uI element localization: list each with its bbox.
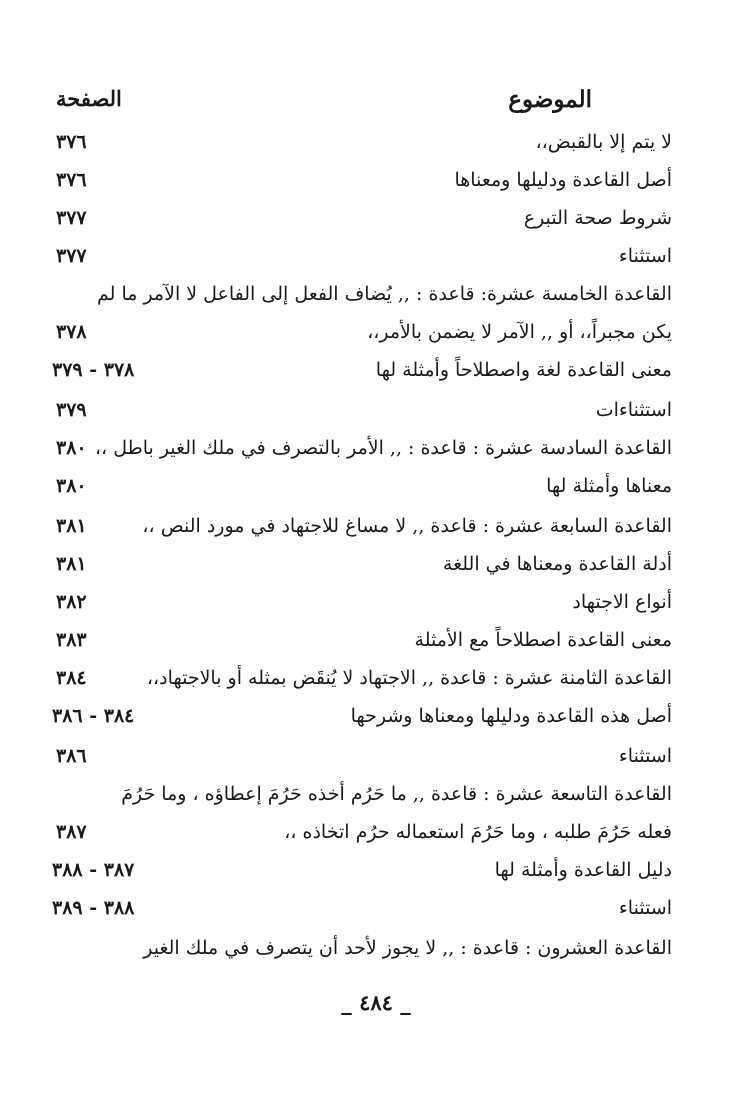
list-item bbox=[52, 738, 672, 774]
list-item bbox=[52, 238, 672, 274]
entry-page: ٣٧٦ bbox=[56, 131, 87, 153]
entry-title: القاعدة الثامنة عشرة : قاعدة ,, الاجتهاد لا يُنقَض بمثله أو بالاجتهاد،، bbox=[146, 667, 672, 689]
entry-page: ٣٧٨ - ٣٧٩ bbox=[52, 359, 135, 381]
entry-page: ٣٨٤ - ٣٨٦ bbox=[52, 705, 135, 727]
entry-page: ٣٧٩ bbox=[56, 399, 87, 421]
list-item bbox=[52, 930, 672, 966]
list-item bbox=[52, 430, 672, 466]
entry-page: ٣٧٧ bbox=[56, 245, 87, 267]
entry-title: القاعدة السادسة عشرة : قاعدة : ,, الأمر بالتصرف في ملك الغير باطل ،، bbox=[94, 437, 672, 459]
entry-page: ٣٨٧ - ٣٨٨ bbox=[52, 859, 135, 881]
list-item bbox=[52, 660, 672, 696]
list-item bbox=[52, 162, 672, 198]
entry-title: استثناء bbox=[618, 745, 672, 767]
list-item bbox=[52, 124, 672, 160]
entry-title: شروط صحة التبرع bbox=[523, 207, 672, 229]
list-item bbox=[52, 584, 672, 620]
list-item bbox=[52, 276, 672, 312]
entry-page: ٣٨٦ bbox=[56, 745, 87, 767]
list-item bbox=[52, 776, 672, 812]
entry-title: القاعدة التاسعة عشرة : قاعدة ,, ما حَرُم أخذه حَرُمَ إعطاؤه ، وما حَرُمَ bbox=[121, 783, 672, 805]
entry-page: ٣٧٦ bbox=[56, 169, 87, 191]
list-item bbox=[52, 392, 672, 428]
entry-page: ٣٨٣ bbox=[56, 629, 87, 651]
entry-page: ٣٨٢ bbox=[56, 591, 87, 613]
entry-page: ٣٨٤ bbox=[56, 667, 87, 689]
entry-title: معنى القاعدة اصطلاحاً مع الأمثلة bbox=[414, 629, 672, 651]
entry-title: القاعدة العشرون : قاعدة : ,, لا يجوز لأحد أن يتصرف في ملك الغير bbox=[143, 937, 672, 959]
page-number: _ ٤٨٤ _ bbox=[341, 990, 411, 1015]
list-item bbox=[52, 890, 672, 926]
list-item bbox=[52, 622, 672, 658]
entry-title: دليل القاعدة وأمثلة لها bbox=[494, 859, 672, 881]
list-item bbox=[52, 508, 672, 544]
entry-title: استثناء bbox=[618, 897, 672, 919]
entry-title: لا يتم إلا بالقبض،، bbox=[535, 131, 672, 153]
page-column-heading: الصفحة bbox=[56, 86, 122, 111]
entry-title: أصل هذه القاعدة ودليلها ومعناها وشرحها bbox=[350, 705, 672, 727]
entry-title: أصل القاعدة ودليلها ومعناها bbox=[454, 169, 672, 191]
entry-page: ٣٧٨ bbox=[56, 321, 87, 343]
entry-title: القاعدة الخامسة عشرة: قاعدة : ,, يُضاف الفعل إلى الفاعل لا الآمر ما لم bbox=[96, 283, 672, 305]
entry-title: أدلة القاعدة ومعناها في اللغة bbox=[442, 553, 672, 575]
entry-page: ٣٨١ bbox=[56, 553, 87, 575]
entry-title: معنى القاعدة لغة واصطلاحاً وأمثلة لها bbox=[375, 359, 672, 381]
entry-title: أنواع الاجتهاد bbox=[572, 591, 672, 613]
entry-title: معناها وأمثلة لها bbox=[546, 475, 672, 497]
list-item bbox=[52, 314, 672, 350]
table-header bbox=[56, 86, 670, 120]
entry-title: استثناء bbox=[618, 245, 672, 267]
entry-page: ٣٨٨ - ٣٨٩ bbox=[52, 897, 135, 919]
topic-column-heading: الموضوع bbox=[508, 86, 592, 113]
list-item bbox=[52, 546, 672, 582]
entry-page: ٣٨١ bbox=[56, 515, 87, 537]
entry-title: فعله حَرُمَ طلبه ، وما حَرُمَ استعماله حرُم اتخاذه ،، bbox=[284, 821, 672, 843]
list-item bbox=[52, 698, 672, 734]
entry-page: ٣٨٧ bbox=[56, 821, 87, 843]
entry-title: استثناءات bbox=[595, 399, 672, 421]
list-item bbox=[52, 814, 672, 850]
list-item bbox=[52, 852, 672, 888]
entry-page: ٣٨٠ bbox=[56, 437, 87, 459]
entry-title: القاعدة السابعة عشرة : قاعدة ,, لا مساغ للاجتهاد في مورد النص ،، bbox=[142, 515, 672, 537]
list-item bbox=[52, 468, 672, 504]
entry-page: ٣٨٠ bbox=[56, 475, 87, 497]
list-item bbox=[52, 200, 672, 236]
entry-title: يكن مجبراً،، أو ,, الآمر لا يضمن بالأمر،، bbox=[367, 321, 672, 343]
entry-page: ٣٧٧ bbox=[56, 207, 87, 229]
list-item bbox=[52, 352, 672, 388]
